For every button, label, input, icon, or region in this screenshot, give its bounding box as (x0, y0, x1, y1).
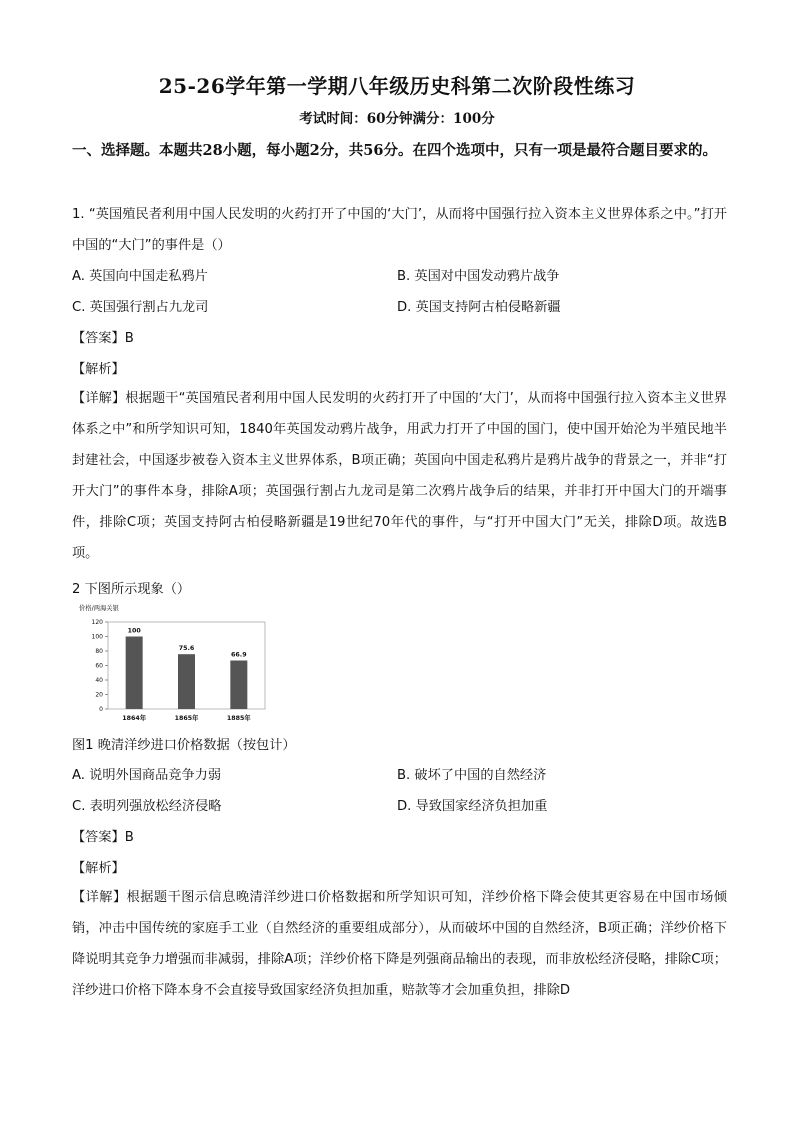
bar (126, 637, 143, 710)
bar (178, 654, 195, 709)
section-heading: 一、选择题。本题共28小题，每小题2分，共56分。在四个选项中，只有一项是最符合题目要求的。 (72, 142, 717, 159)
price-bar-chart (76, 601, 276, 726)
q1-option-c: C. 英国强行割占九龙司 (72, 300, 209, 315)
question-2-stem: 2 下图所示现象（） (72, 582, 191, 597)
y-tick-label: 120 (91, 619, 103, 627)
y-tick-label: 80 (95, 648, 103, 656)
y-tick-label: 100 (91, 633, 103, 641)
data-label: 100 (127, 627, 141, 635)
exam-info: 考试时间：60分钟满分：100分 (299, 111, 495, 127)
q2-detail: 【详解】根据题干图示信息晚清洋纱进口价格数据和所学知识可知，洋纱价格下降会使其更容易在中国市场倾销，冲击中国传统的家庭手工业（自然经济的重要组成部分），从而破坏中国的自然经济，B项正确；洋纱价格下降说明其竞争力增强而非减弱，排除A项；洋纱价格下降是列强商品输出的表现，而非放松经济侵略，排除C项；洋纱进口价格下降本身不会直接导致国家经济负担加重，赔款等才会加重负担，排除D (72, 890, 727, 998)
y-tick-label: 60 (95, 662, 103, 670)
q2-option-c: C. 表明列强放松经济侵略 (72, 799, 222, 814)
q2-option-d: D. 导致国家经济负担加重 (397, 799, 548, 814)
y-axis-label: 价格/两海关银 (79, 605, 119, 612)
y-tick-label: 0 (99, 706, 103, 714)
q1-answer: 【答案】B (72, 331, 134, 346)
q1-option-b: B. 英国对中国发动鸦片战争 (397, 269, 560, 284)
x-tick-label: 1865年 (174, 715, 199, 722)
q1-option-a: A. 英国向中国走私鸦片 (72, 269, 208, 284)
question-1-stem: 1. “英国殖民者利用中国人民发明的火药打开了中国的‘大门’，从而将中国强行拉入资本主义世界体系之中。”打开中国的“大门”的事件是（） (72, 207, 727, 253)
y-tick-label: 20 (95, 691, 103, 699)
data-label: 66.9 (231, 651, 247, 659)
q1-option-d: D. 英国支持阿古柏侵略新疆 (397, 300, 561, 315)
q1-detail: 【详解】根据题干“英国殖民者利用中国人民发明的火药打开了中国的‘大门’，从而将中国强行拉入资本主义世界体系之中”和所学知识可知，1840年英国发动鸦片战争，用武力打开了中国的国门，使中国开始沦为半殖民地半封建社会，中国逐步被卷入资本主义世界体系，B项正确；英国向中国走私鸦片是鸦片战争的背景之一，并非“打开大门”的事件本身，排除A项；英国强行割占九龙司是第二次鸦片战争后的结果，并非打开中国大门的开端事件，排除C项；英国支持阿古柏侵略新疆是19世纪70年代的事件，与“打开中国大门”无关，排除D项。故选B项。 (72, 391, 727, 561)
y-tick-label: 40 (95, 677, 103, 685)
figure-caption: 图1 晚清洋纱进口价格数据（按包计） (72, 738, 296, 753)
x-tick-label: 1864年 (122, 715, 147, 722)
q2-answer: 【答案】B (72, 830, 134, 845)
data-label: 75.6 (178, 645, 195, 653)
q2-analysis-label: 【解析】 (72, 861, 125, 876)
x-tick-label: 1885年 (226, 715, 251, 722)
q1-analysis-label: 【解析】 (72, 362, 125, 377)
page-title: 25-26学年第一学期八年级历史科第二次阶段性练习 (158, 74, 636, 98)
bar (230, 660, 247, 709)
q2-option-b: B. 破坏了中国的自然经济 (397, 768, 547, 783)
q2-option-a: A. 说明外国商品竞争力弱 (72, 768, 222, 783)
